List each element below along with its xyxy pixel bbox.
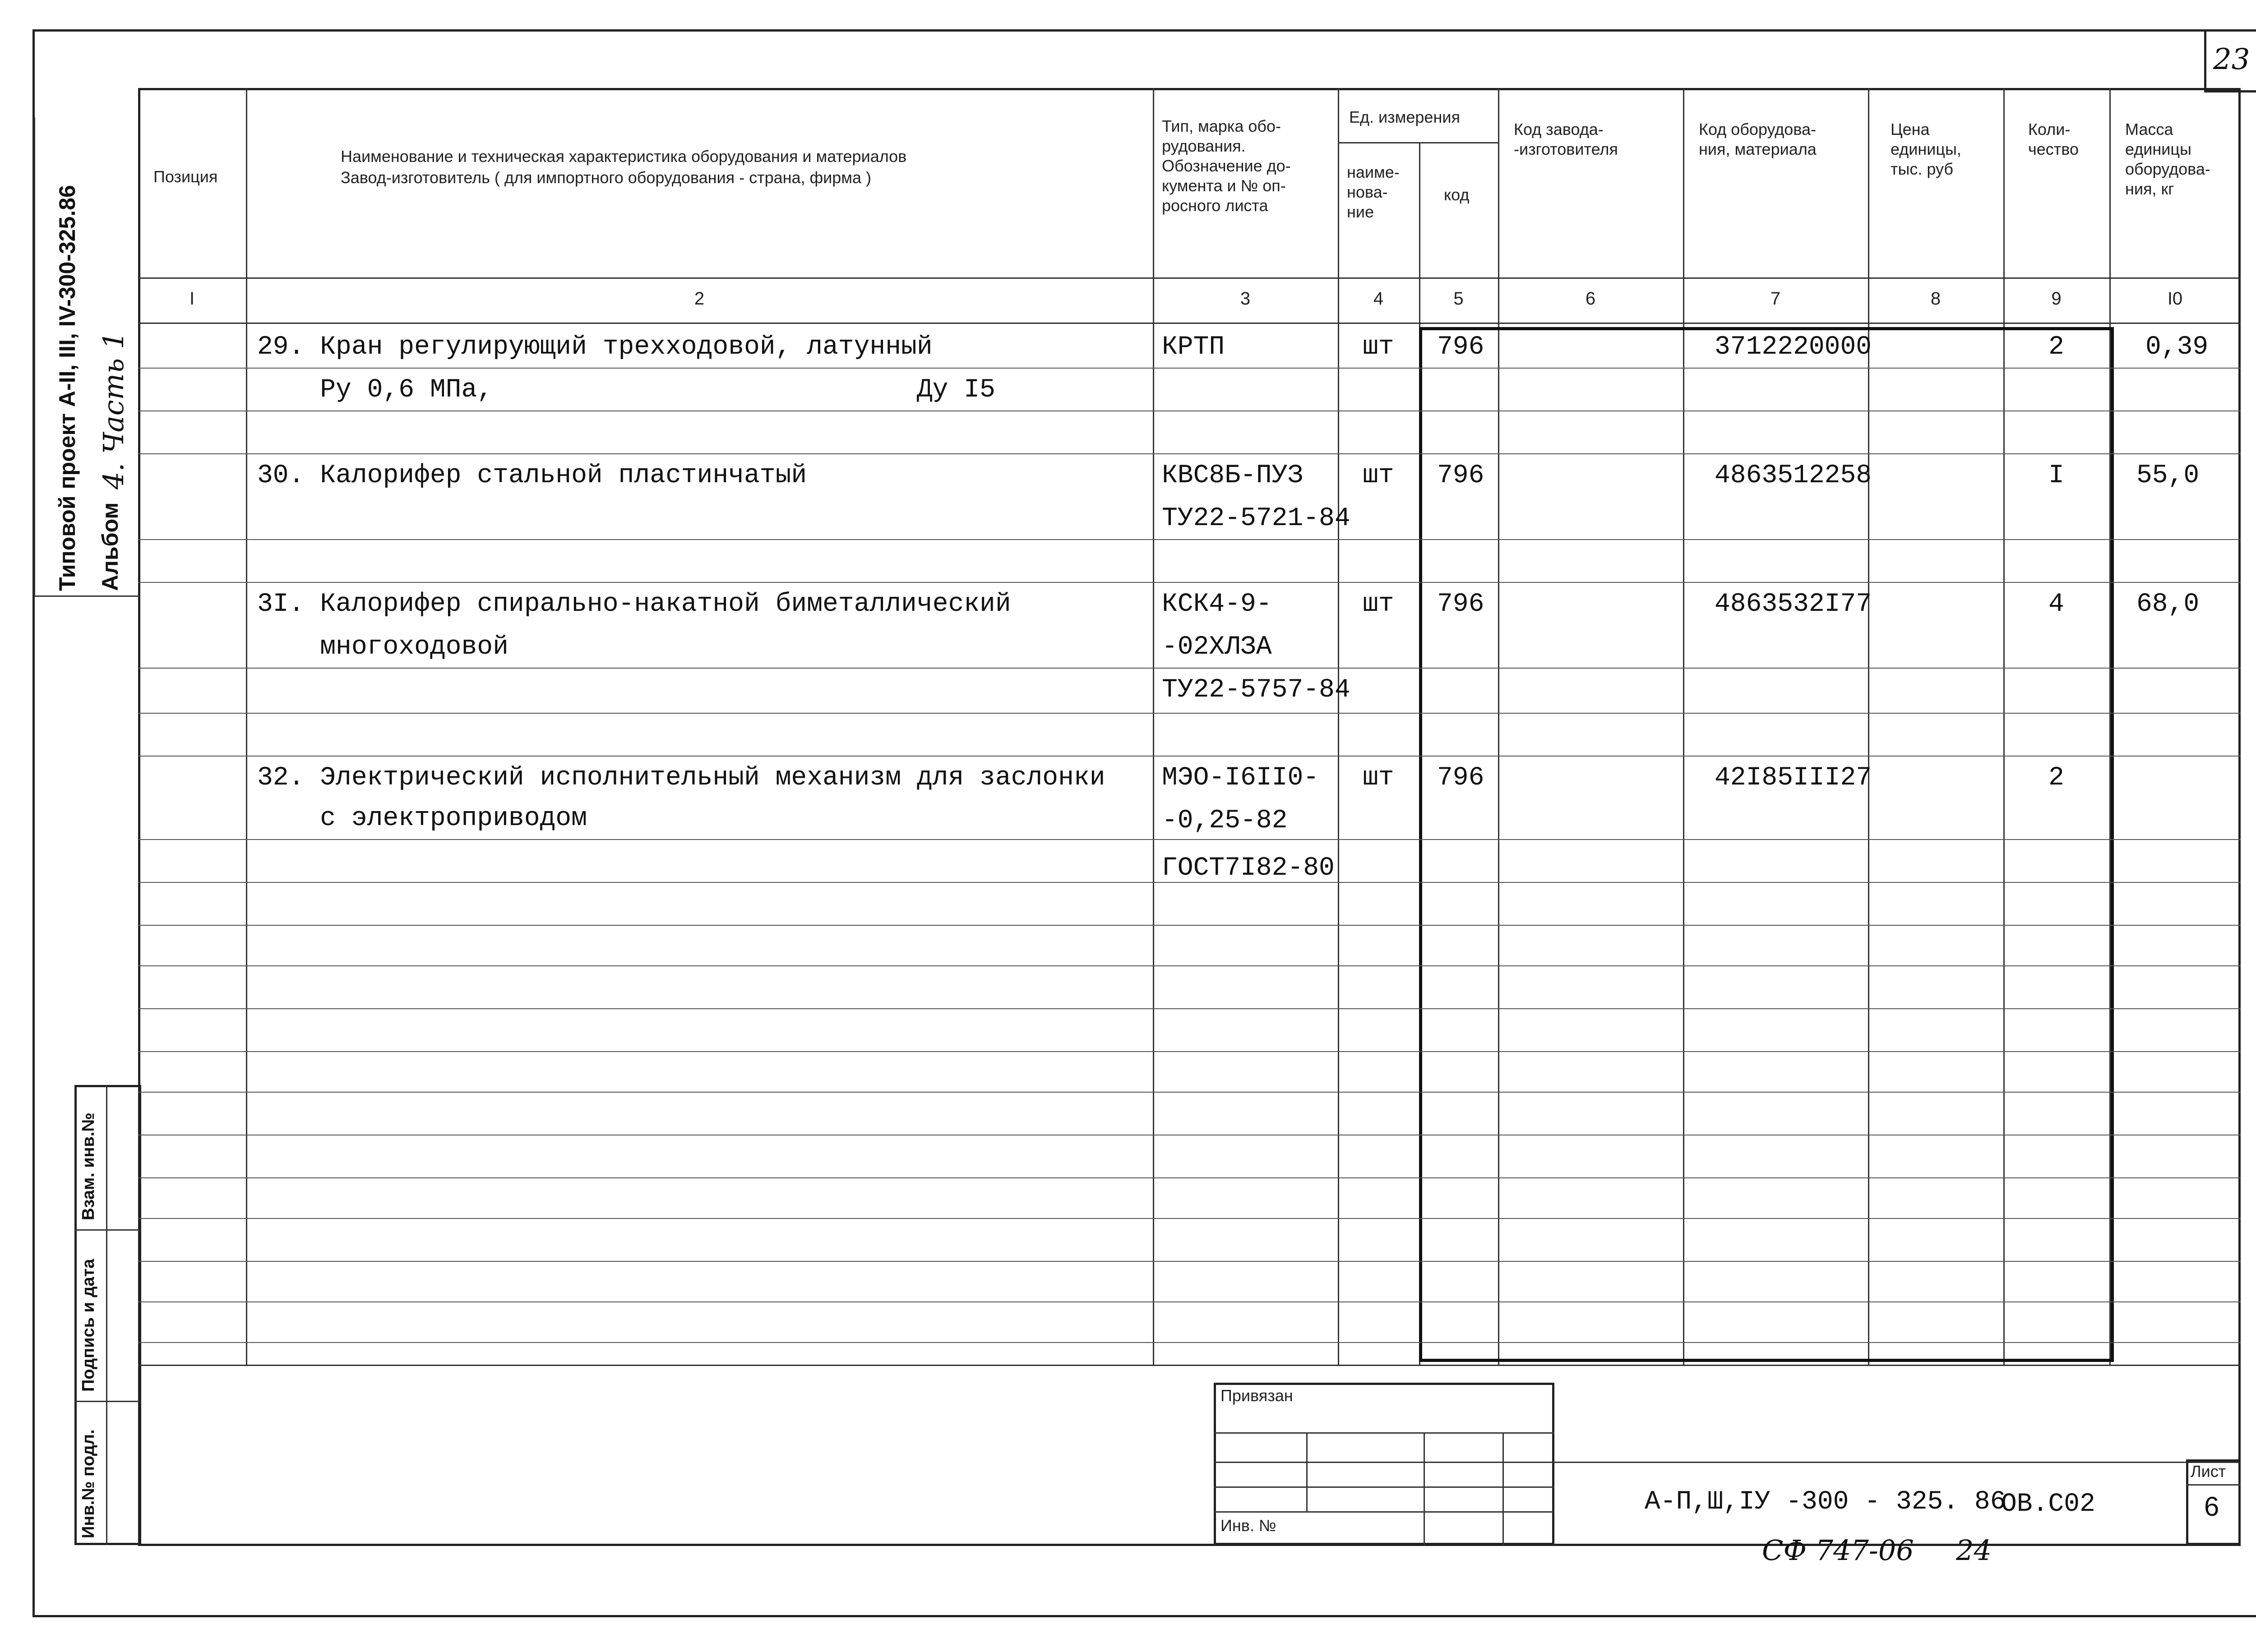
row-line [138, 1301, 2241, 1302]
sheet-number: 6 [2204, 1491, 2219, 1522]
row-code: 796 [1437, 763, 1484, 793]
row-equip-code: 3712220000 [1715, 332, 1872, 362]
row-code: 796 [1437, 590, 1484, 619]
row-qty: I [2048, 461, 2064, 490]
row-line [138, 582, 2241, 583]
row-line [138, 839, 2241, 840]
row-name: с электроприводом [257, 804, 587, 833]
row-qty: 2 [2048, 332, 2064, 362]
header-price: Цена единицы, тыс. руб [1891, 120, 1961, 178]
header-unit-code: код [1444, 185, 1470, 204]
stamp-number: 24 [1956, 1534, 1992, 1567]
row-line [138, 965, 2241, 966]
col-num-8: 8 [1930, 289, 1941, 309]
row-type: КВС8Б-ПУЗ [1162, 461, 1304, 490]
col-num-4: 4 [1373, 289, 1384, 309]
album-value: 4. Часть 1 [97, 331, 130, 489]
header-name-line1: Наименование и техническая характеристика оборудования и материалов [341, 147, 907, 166]
row-equip-code: 4863512258 [1715, 461, 1872, 490]
row-mass: 68,0 [2136, 590, 2200, 619]
row-line [138, 1177, 2241, 1178]
row-mass: 55,0 [2136, 461, 2200, 490]
row-name: Ру 0,6 МПа, Ду I5 [257, 375, 995, 405]
row-line [138, 925, 2241, 926]
page-number: 23 [2213, 43, 2250, 76]
col-num-9: 9 [2051, 289, 2062, 309]
header-qty: Коли- чество [2028, 120, 2079, 158]
row-type: КРТП [1162, 332, 1225, 362]
header-name-line2: Завод-изготовитель ( для импортного оборудования - страна, фирма ) [341, 168, 872, 187]
row-equip-code: 4863532I77 [1715, 590, 1872, 619]
row-type: МЭО-I6II0- [1162, 763, 1319, 793]
row-mass: 0,39 [2145, 332, 2209, 362]
col-num-2: 2 [694, 289, 705, 309]
row-unit: шт [1363, 461, 1394, 490]
row-line [138, 539, 2241, 540]
stamp-note: СФ 747-06 [1762, 1534, 1914, 1567]
header-type: Тип, марка обо- рудования. Обозначение до- кумента и № оп- росного листа [1162, 117, 1291, 215]
row-line [138, 1051, 2241, 1052]
col-num-7: 7 [1770, 289, 1781, 309]
row-unit: шт [1363, 763, 1394, 793]
row-line [138, 1261, 2241, 1262]
row-line [138, 1008, 2241, 1009]
header-unit-name: наиме- нова- ние [1347, 163, 1400, 221]
col-num-1: I [189, 289, 195, 309]
row-type: -02ХЛЗА [1162, 632, 1272, 662]
header-unit-title: Ед. измерения [1349, 108, 1460, 126]
row-name: многоходовой [257, 632, 509, 662]
header-position: Позиция [153, 167, 218, 186]
row-line [138, 668, 2241, 669]
row-unit: шт [1363, 590, 1394, 619]
row-code: 796 [1437, 332, 1484, 362]
row-code: 796 [1437, 461, 1484, 490]
header-factory-code: Код завода- -изготовителя [1514, 120, 1618, 158]
row-type: КСК4-9- [1162, 590, 1272, 619]
sheet-label: Лист [2191, 1462, 2226, 1481]
doc-code: А-П,Ш,IУ -300 - 325. 86 [1645, 1487, 2006, 1517]
row-unit: шт [1363, 332, 1394, 362]
row-line [138, 1218, 2241, 1219]
row-line [138, 453, 2241, 454]
stamp-label-podpis: Подпись и дата [79, 1259, 98, 1392]
project-title: Типовой проект А-II, III, IV-300-325.86 [55, 185, 80, 591]
row-name: 3I. Калорифер спирально-накатной биметаллический [257, 590, 1011, 619]
row-line [138, 713, 2241, 714]
col-num-3: 3 [1240, 289, 1251, 309]
row-line [138, 756, 2241, 757]
row-type: ГОСТ7I82-80 [1162, 854, 1335, 883]
row-qty: 2 [2048, 763, 2064, 793]
col-num-5: 5 [1453, 289, 1464, 309]
doc-suffix: ОВ.С02 [2001, 1490, 2095, 1519]
row-type: -0,25-82 [1162, 806, 1288, 835]
privyazan-label: Привязан [1220, 1386, 1293, 1405]
header-equip-code: Код оборудова- ния, материала [1699, 120, 1817, 158]
row-type: ТУ22-5757-84 [1162, 675, 1350, 705]
row-equip-code: 42I85III27 [1715, 763, 1872, 793]
col-num-6: 6 [1585, 289, 1596, 309]
header-mass: Масса единицы оборудова- ния, кг [2125, 120, 2210, 198]
row-name: 30. Калорифер стальной пластинчатый [257, 461, 807, 490]
row-line [138, 1092, 2241, 1093]
row-qty: 4 [2048, 590, 2064, 619]
row-line [138, 1342, 2241, 1343]
row-name: 32. Электрический исполнительный механизм для заслонки [257, 763, 1105, 793]
album-label: Альбом [97, 502, 123, 591]
inv-no-label: Инв. № [1220, 1516, 1276, 1535]
col-num-10: I0 [2167, 289, 2183, 309]
row-line [138, 368, 2241, 369]
stamp-label-inv: Инв.№ подл. [79, 1429, 98, 1538]
row-type: ТУ22-5721-84 [1162, 504, 1350, 533]
stamp-label-vzam: Взам. инв.№ [79, 1112, 98, 1220]
row-name: 29. Кран регулирующий трехходовой, латунный [257, 332, 933, 362]
